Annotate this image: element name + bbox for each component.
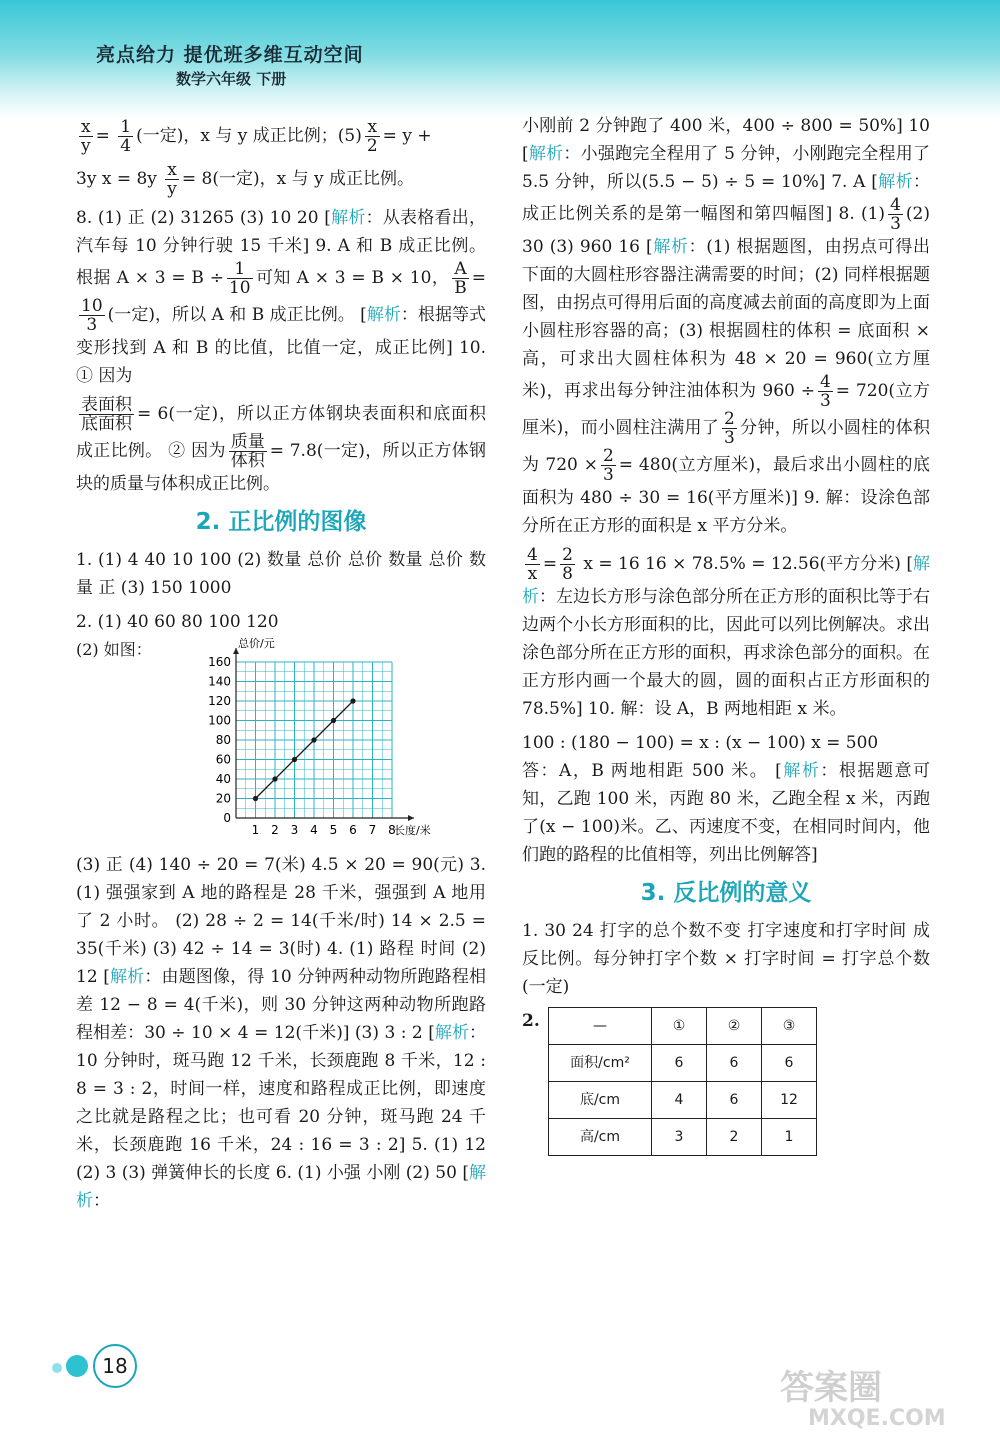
fraction: $\frac{4}{3}$ — [890, 195, 901, 234]
book-subtitle: 数学六年级 下册 — [176, 70, 287, 88]
table-cell: 2 — [707, 1119, 762, 1156]
fraction: $\frac{4}{3}$ — [819, 372, 831, 411]
fraction: $\frac{1}{4}$ — [120, 117, 132, 156]
fraction: $\frac{10}{3}$ — [81, 296, 103, 335]
s2-answer-2: 2. (1) 40 60 80 100 120 — [76, 612, 279, 632]
s2-answer-1: 1. (1) 4 40 10 100 (2) 数量 总价 总价 数量 总价 数量 正 (3) 150 1000 — [76, 550, 486, 598]
line-chart — [196, 636, 486, 851]
table-cell: 12 — [762, 1082, 817, 1119]
y-tick-label: 100 — [208, 713, 231, 728]
x-tick-label: 8 — [388, 823, 396, 837]
page-number: 18 — [93, 1344, 137, 1388]
answer-8-9: 8. (1) 正 (2) 31265 (3) 10 20 [解析：从表格看出，汽车每 10 分钟行驶 15 千米] 9. A 和 B 成正比例。根据 A × 3 = B ÷ $\frac{1}{10}$ 可知 A × 3 = B × 10， $\frac{A}{B}$ = $\frac{10}{3}$ (一定)，所以 A 和 B 成正比例。 [解析：根据等式变形找到 A 和 B 的比值，比值一定，成正比例] 10. ① 因为 — [76, 208, 487, 386]
x-tick-label: 1 — [251, 823, 260, 837]
answer-line-2: 3y x = 8y $\frac{x}{y}$ = 8(一定)，x 与 y 成正比例。 — [76, 160, 415, 199]
analysis-tag: 解析 — [522, 554, 931, 607]
answer-6-8: 小刚前 2 分钟跑了 400 米，400 ÷ 800 = 50%] 10 [解析：小强跑完全程用了 5 分钟，小刚跑完全程用了 5.5 分钟，所以(5.5 − 5) ÷ 5 = 10%] 7. A [解析：成正比例关系的是第一幅图和第四幅图] 8. (1) $\frac{4}{3}$ (2) 30 (3) 960 16 [解析：(1) 根据题图，由拐点可得出下面的大圆柱形容器注满需要的时间；(2) 同样根据题图，由拐点可得用后面的高度减去前面的高度即为上面小圆柱形容器的高；(3) 根据圆柱的体积 = 底面积 × 高，可求出大圆柱体积为 48 × 20 = 960(立方厘米)，再求出每分钟注油体积为 960 ÷ $\frac{4}{3}$ = 720(立方厘米)，而小圆柱注满用了 $\frac{2}{3}$ 分钟，所以小圆柱的体积为 720 × $\frac{2}{3}$ = 480(立方厘米)，最后求出小圆柱的底面积为 480 ÷ 30 = 16(平方厘米)] 9. 解：设涂色部分所在正方形的面积是 x 平方分米。 — [522, 116, 930, 536]
analysis-tag: 解析 — [109, 967, 145, 987]
table-cell: 3 — [652, 1119, 707, 1156]
analysis-tag: 解析 — [434, 1023, 470, 1043]
analysis-tag: 解析 — [76, 1163, 486, 1211]
x-tick-label: 5 — [329, 823, 338, 837]
fraction: $\frac{2}{3}$ — [602, 446, 614, 485]
table-cell: 6 — [762, 1045, 817, 1082]
table-header-cell: ③ — [762, 1008, 817, 1045]
table-row — [549, 1045, 817, 1082]
y-tick-label: 20 — [215, 791, 231, 806]
y-tick-label: 40 — [215, 772, 231, 786]
table-header-cell: — — [549, 1008, 652, 1045]
y-tick-label: 80 — [215, 733, 231, 747]
x-axis-arrow — [408, 815, 414, 821]
y-tick-label: 0 — [223, 811, 231, 825]
chart-area — [76, 636, 486, 851]
data-point — [350, 698, 355, 703]
data-point — [331, 718, 336, 723]
book-title: 亮点给力 提优班多维互动空间 — [96, 44, 364, 66]
watermark-url: MXQE.COM — [808, 1406, 946, 1431]
fraction: $\frac{x}{2}$ — [366, 117, 378, 156]
answer-10: $\frac{\text{表面积}}{\text{底面积}}$ = 6(一定)，所以正方体钢块表面积和底面积成正比例。 ② 因为 $\frac{\text{质量}}{\text{体积}}$ = 7.8(一定)，所以正方体钢块的质量与体积成正比例。 — [76, 395, 486, 494]
y-tick-label: 160 — [208, 655, 231, 669]
table-cell: 1 — [762, 1119, 817, 1156]
answer-10-eq: 100 : (180 − 100) = x : (x − 100) x = 500 — [522, 733, 879, 753]
table-header-cell: ① — [652, 1008, 707, 1045]
watermark-logo: 答案圈 — [780, 1368, 882, 1408]
s3-answer-1: 1. 30 24 打字的总个数不变 打字速度和打字时间 成反比例。每分钟打字个数 × 打字时间 = 打字总个数(一定) — [522, 921, 930, 997]
table-row-label: 高/cm — [549, 1119, 652, 1156]
data-point — [272, 776, 277, 781]
chart-intro: (2) 如图： — [76, 640, 152, 659]
fraction: $\frac{\text{质量}}{\text{体积}}$ — [230, 432, 265, 471]
data-point — [253, 796, 258, 801]
table-header-row — [549, 1008, 817, 1045]
answer-line-1: $\frac{x}{y}$ = $\frac{1}{4}$ (一定)，x 与 y 成正比例；(5) $\frac{x}{2}$ = y + — [81, 117, 432, 156]
fraction: $\frac{2}{3}$ — [724, 409, 735, 448]
fraction: $\frac{x}{y}$ — [167, 160, 177, 199]
table-header-cell: ② — [707, 1008, 762, 1045]
section-title-3: 3. 反比例的意义 — [640, 880, 812, 906]
answer-10-conclusion: 答：A，B 两地相距 500 米。 [解析：根据题意可知，乙跑 100 米，丙跑 80 米，乙跑全程 x 米，丙跑了(x − 100)米。乙、丙速度不变，在相同时间内，他们跑的路程的比值相等，列出比例解答] — [522, 761, 931, 865]
table-cell: 6 — [707, 1045, 762, 1082]
table-row-label: 面积/cm² — [549, 1045, 652, 1082]
table-cell: 4 — [652, 1082, 707, 1119]
analysis-tag: 解析 — [877, 172, 913, 192]
x-tick-label: 6 — [349, 823, 357, 837]
fraction: $\frac{\text{表面积}}{\text{底面积}}$ — [81, 395, 132, 434]
table-cell: 6 — [652, 1045, 707, 1082]
fraction: $\frac{x}{y}$ — [81, 117, 91, 156]
fraction: $\frac{4}{x}$ — [527, 545, 538, 584]
left-column — [76, 118, 486, 1221]
x-tick-label: 3 — [290, 823, 299, 837]
analysis-tag: 解析 — [366, 305, 401, 325]
table-row — [549, 1082, 817, 1119]
area-table — [548, 1007, 817, 1156]
fraction: $\frac{A}{B}$ — [454, 259, 467, 298]
table-cell: 6 — [707, 1082, 762, 1119]
fraction: $\frac{1}{10}$ — [228, 259, 251, 298]
table-row-label: 底/cm — [549, 1082, 652, 1119]
y-tick-label: 140 — [208, 674, 231, 689]
x-axis-label: 长度/米 — [394, 824, 431, 837]
s2-answer-3-6: (3) 正 (4) 140 ÷ 20 = 7(米) 4.5 × 20 = 90(元) 3. (1) 强强家到 A 地的路程是 28 千米，强强到 A 地用了 2 小时。 (2) 28 ÷ 2 = 14(千米/时) 14 × 2.5 = 35(千米) (3) 42 ÷ 14 = 3(时) 4. (1) 路程 时间 (2) 12 [解析：由题图像，得 10 分钟两种动物所跑路程相差 12 − 8 = 4(千米)，则 30 分钟这两种动物所跑路程相差：30 ÷ 10 × 4 = 12(千米)] (3) 3 : 2 [解析：10 分钟时，斑马跑 12 千米，长颈鹿跑 8 千米，12 : 8 = 3 : 2，时间一样，速度和路程成正比例，即速度之比就是路程之比；也可看 20 分钟，斑马跑 24 千米，长颈鹿跑 16 千米，24 : 16 = 3 : 2] 5. (1) 12 (2) 3 (3) 弹簧伸长的长度 6. (1) 小强 小刚 (2) 50 [解析： — [76, 855, 487, 1211]
table-row — [549, 1119, 817, 1156]
analysis-tag: 解析 — [528, 144, 564, 164]
answer-9: $\frac{4}{x}$ = $\frac{2}{8}$ x = 16 16 × 78.5% = 12.56(平方分米) [解析：左边长方形与涂色部分所在正方形的面积比等于右边两个小长方形面积的比，因此可以列比例解决。求出涂色部分所在正方形的面积，再求涂色部分的面积。在正方形内画一个最大的圆，圆的面积占正方形面积的 78.5%] 10. 解：设 A，B 两地相距 x 米。 — [522, 545, 931, 719]
question-number: 2. — [522, 1011, 540, 1031]
analysis-tag: 解析 — [781, 761, 821, 781]
x-tick-label: 2 — [271, 823, 279, 837]
s3-answer-2 — [522, 1007, 930, 1156]
right-column — [522, 112, 930, 1156]
data-point — [311, 737, 316, 742]
data-point — [292, 757, 297, 762]
section-title-2: 2. 正比例的图像 — [195, 509, 367, 535]
y-tick-label: 60 — [215, 752, 231, 767]
decor-dot-icon — [52, 1363, 62, 1373]
decor-dot-icon — [66, 1355, 88, 1377]
y-axis-label: 总价/元 — [238, 637, 275, 650]
y-tick-label: 120 — [208, 694, 231, 708]
analysis-tag: 解析 — [652, 237, 689, 257]
analysis-tag: 解析 — [330, 208, 366, 228]
fraction: $\frac{2}{8}$ — [562, 545, 573, 584]
x-tick-label: 4 — [310, 823, 318, 837]
x-tick-label: 7 — [368, 823, 377, 837]
